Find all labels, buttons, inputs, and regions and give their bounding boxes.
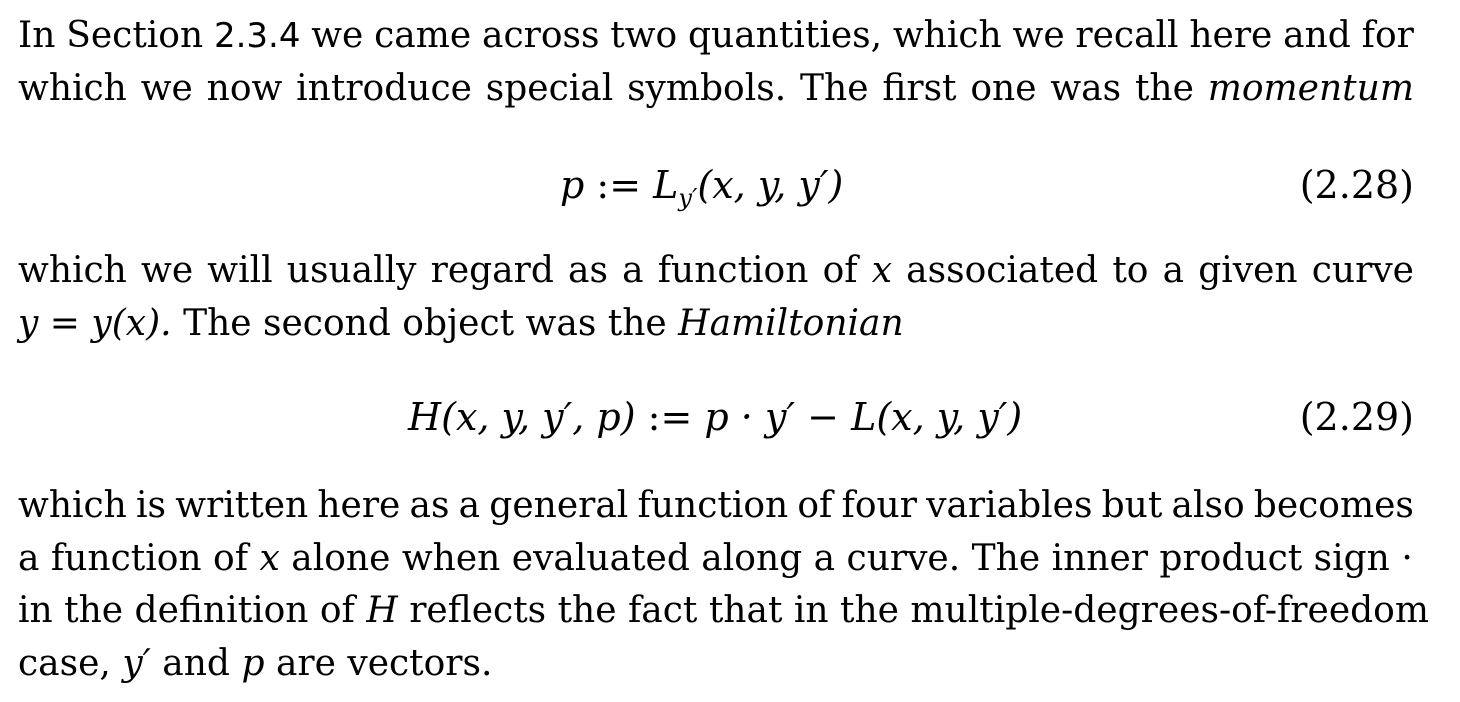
variable-y-prime: y′ bbox=[122, 643, 151, 684]
word: which bbox=[892, 15, 1002, 56]
word: usually bbox=[286, 250, 417, 291]
word: but bbox=[1101, 485, 1163, 526]
word: given bbox=[1198, 250, 1298, 291]
word: for bbox=[1361, 15, 1414, 56]
word: quantities, bbox=[688, 15, 883, 56]
word: we bbox=[141, 250, 194, 291]
momentum-symbol: p bbox=[241, 643, 265, 684]
word: of bbox=[822, 250, 858, 291]
word: the bbox=[1134, 68, 1194, 109]
lagrangian-term: L(x, y, y′) bbox=[851, 395, 1023, 439]
word: symbols. bbox=[627, 68, 787, 109]
word: we bbox=[140, 68, 193, 109]
word: introduce bbox=[296, 68, 472, 109]
variable-x: x bbox=[259, 538, 280, 579]
paragraph3-text: are vectors. bbox=[275, 643, 493, 684]
word: becomes bbox=[1253, 485, 1414, 526]
word: written bbox=[175, 485, 309, 526]
word: which bbox=[18, 68, 127, 109]
equation-2-28 bbox=[18, 160, 1414, 210]
word: and bbox=[1283, 15, 1351, 56]
word: four bbox=[841, 485, 917, 526]
equation-number: (2.28) bbox=[1299, 163, 1414, 207]
word: here bbox=[317, 485, 401, 526]
word: is bbox=[136, 485, 167, 526]
paragraph3-line4 bbox=[18, 642, 1414, 686]
document-page bbox=[18, 0, 1429, 702]
assign-operator: := bbox=[596, 163, 642, 207]
word: came bbox=[374, 15, 472, 56]
word: now bbox=[206, 68, 283, 109]
word: which bbox=[18, 250, 127, 291]
minus-sign: − bbox=[807, 395, 839, 439]
word: as bbox=[409, 485, 450, 526]
word: In bbox=[18, 15, 56, 56]
momentum-symbol: p bbox=[560, 163, 585, 207]
paragraph3-text: a function of bbox=[18, 538, 249, 579]
hamiltonian-lhs: H(x, y, y′, p) bbox=[408, 395, 636, 439]
emphasized-term-hamiltonian: Hamiltonian bbox=[678, 303, 904, 344]
word: we bbox=[1012, 15, 1065, 56]
equation-2-29 bbox=[18, 392, 1414, 442]
word: a bbox=[1162, 250, 1185, 291]
word: general bbox=[489, 485, 629, 526]
paragraph1-line1 bbox=[18, 14, 1414, 58]
inner-product-term: p · y′ bbox=[704, 395, 796, 439]
paragraph3-text: reflects the fact that in the multiple-degrees-of-freedom bbox=[409, 590, 1429, 631]
equation-2-29-body bbox=[408, 392, 1022, 442]
word: of bbox=[797, 485, 833, 526]
curve-expression: y(x). bbox=[91, 303, 172, 344]
word: special bbox=[485, 68, 614, 109]
word: recall bbox=[1075, 15, 1179, 56]
word: a bbox=[622, 250, 644, 291]
word: a bbox=[458, 485, 481, 526]
inner-product-symbol: · bbox=[1401, 538, 1413, 579]
word: function bbox=[637, 485, 789, 526]
paragraph3-text: in the definition of bbox=[18, 590, 355, 631]
paragraph3-text: alone when evaluated along a curve. The inner product sign bbox=[291, 538, 1390, 579]
paragraph3-text: case, bbox=[18, 643, 111, 684]
emphasized-term-momentum: momentum bbox=[1207, 68, 1414, 109]
word: first bbox=[882, 68, 957, 109]
paragraph3-line1 bbox=[18, 484, 1414, 528]
paragraph2-line1 bbox=[18, 249, 1414, 293]
word: here bbox=[1189, 15, 1273, 56]
word: one bbox=[970, 68, 1037, 109]
variable-y: y bbox=[18, 303, 39, 344]
paragraph2-line2 bbox=[18, 302, 1414, 346]
paragraph3-text: and bbox=[162, 643, 230, 684]
word: will bbox=[207, 250, 273, 291]
lagrangian-symbol: L bbox=[653, 163, 679, 207]
derivative-subscript: y′ bbox=[678, 184, 698, 212]
section-reference[interactable]: 2.3.4 bbox=[213, 16, 301, 56]
equation-2-28-body bbox=[560, 160, 843, 210]
word: which bbox=[18, 485, 127, 526]
equals-sign: = bbox=[49, 303, 80, 344]
word: two bbox=[610, 15, 678, 56]
word: to bbox=[1112, 250, 1149, 291]
word: across bbox=[482, 15, 600, 56]
word: associated bbox=[906, 250, 1099, 291]
word: curve bbox=[1311, 250, 1414, 291]
word: as bbox=[568, 250, 608, 291]
word: Section bbox=[66, 15, 204, 56]
word: The bbox=[800, 68, 869, 109]
lagrangian-arguments: (x, y, y′) bbox=[697, 163, 844, 207]
equation-number: (2.29) bbox=[1299, 395, 1414, 439]
paragraph3-line3 bbox=[18, 589, 1429, 633]
word: also bbox=[1171, 485, 1245, 526]
paragraph3-line2 bbox=[18, 537, 1414, 581]
variable-x: x bbox=[871, 250, 893, 291]
word: was bbox=[1050, 68, 1122, 109]
paragraph1-line2 bbox=[18, 67, 1414, 111]
word: variables bbox=[926, 485, 1093, 526]
assign-operator: := bbox=[647, 395, 693, 439]
paragraph2-text: The second object was the bbox=[183, 303, 667, 344]
word: regard bbox=[430, 250, 554, 291]
word: function bbox=[657, 250, 809, 291]
word: we bbox=[311, 15, 364, 56]
hamiltonian-symbol: H bbox=[366, 590, 398, 631]
